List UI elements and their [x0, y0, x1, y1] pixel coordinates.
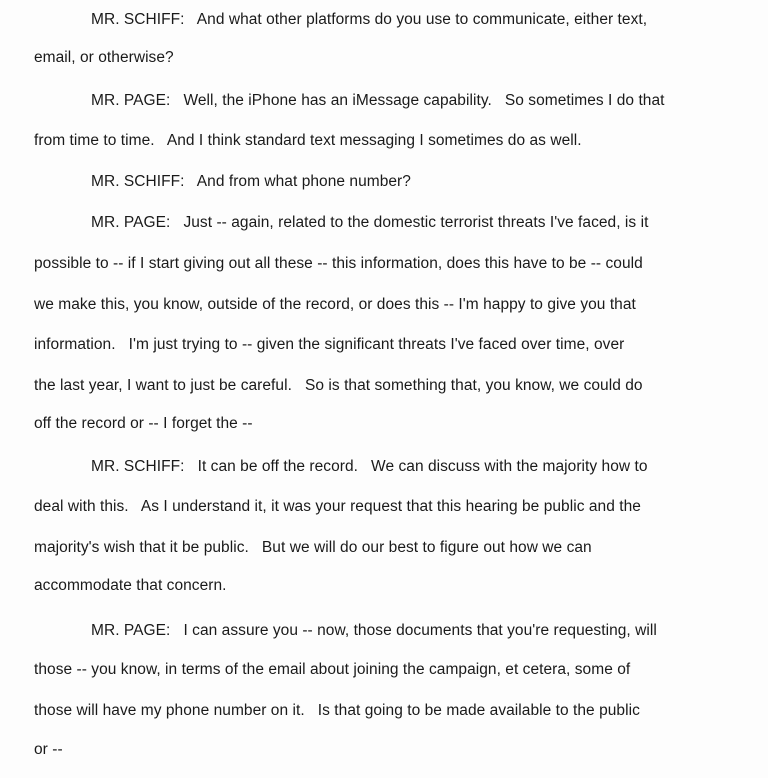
transcript-line: from time to time. And I think standard text messaging I sometimes do as well. [34, 132, 582, 149]
transcript-line: accommodate that concern. [34, 577, 227, 594]
transcript-line: MR. PAGE: Well, the iPhone has an iMessage capability. So sometimes I do that [91, 92, 665, 109]
transcript-line: MR. PAGE: I can assure you -- now, those documents that you're requesting, will [91, 622, 657, 639]
transcript-line: we make this, you know, outside of the record, or does this -- I'm happy to give you that [34, 296, 636, 313]
transcript-line: MR. SCHIFF: And what other platforms do you use to communicate, either text, [91, 11, 648, 28]
transcript-line: MR. SCHIFF: It can be off the record. We can discuss with the majority how to [91, 458, 648, 475]
transcript-line: MR. PAGE: Just -- again, related to the domestic terrorist threats I've faced, is it [91, 214, 649, 231]
transcript-line: MR. SCHIFF: And from what phone number? [91, 173, 411, 190]
transcript-line: deal with this. As I understand it, it was your request that this hearing be public and the [34, 498, 641, 515]
transcript-line: majority's wish that it be public. But we will do our best to figure out how we can [34, 539, 592, 556]
transcript-line: or -- [34, 741, 63, 758]
transcript-line: possible to -- if I start giving out all these -- this information, does this have to be -- could [34, 255, 643, 272]
transcript-line: email, or otherwise? [34, 49, 174, 66]
transcript-line: those will have my phone number on it. Is that going to be made available to the public [34, 702, 640, 719]
transcript-line: information. I'm just trying to -- given the significant threats I've faced over time, over [34, 336, 625, 353]
transcript-line: those -- you know, in terms of the email about joining the campaign, et cetera, some of [34, 661, 631, 678]
transcript-line: off the record or -- I forget the -- [34, 415, 253, 432]
transcript-line: the last year, I want to just be careful. So is that something that, you know, we could do [34, 377, 643, 394]
